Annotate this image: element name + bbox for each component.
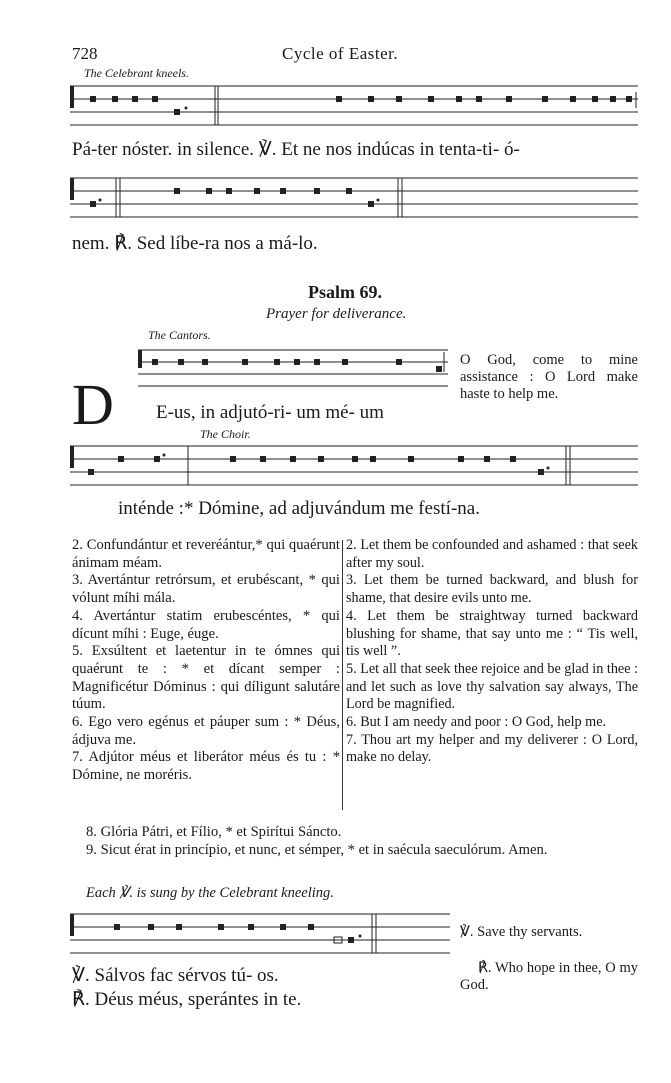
psalm-subtitle: Prayer for deliverance.	[266, 306, 407, 322]
latin-verse: 4. Avertántur statim erubescéntes, * qui dícunt míhi : Euge, éuge.	[72, 607, 340, 642]
closing-lyric-r: ℟. Déus méus, sperántes in te.	[72, 989, 302, 1010]
incipit-translation: O God, come to mine assistance : O Lord make haste to help me.	[460, 352, 638, 402]
drop-cap: D	[72, 372, 114, 437]
closing-translation-v: ℣. Save thy servants.	[460, 924, 583, 940]
psalm-incipit: E-us, in adjutó-ri- um mé- um	[156, 402, 384, 423]
cantors-rubric: The Cantors.	[148, 328, 211, 342]
running-title: Cycle of Easter.	[282, 44, 399, 63]
chant-staff-2	[70, 170, 638, 222]
page-number: 728	[72, 44, 98, 63]
closing-translation-r: ℟. Who hope in thee, O my God.	[460, 960, 638, 993]
english-verse: 3. Let them be turned backward, and blush for shame, that desire evils unto me.	[346, 572, 638, 607]
psalm-title: Psalm 69.	[308, 282, 382, 302]
latin-verse: 2. Confundántur et reveréántur,* qui quaérunt ánimam méam.	[72, 537, 340, 571]
choir-rubric: The Choir.	[200, 427, 251, 441]
chant-staff-3	[138, 344, 448, 390]
english-verse: 7. Thou art my helper and my deliverer : O Lord, make no delay.	[346, 731, 638, 766]
chant-staff-4	[70, 440, 638, 490]
english-verse: 2. Let them be confounded and ashamed : that seek after my soul.	[346, 537, 638, 571]
english-verse: 6. But I am needy and poor : O God, help me.	[346, 714, 607, 731]
doxology-verse: 8. Glória Pátri, et Fílio, * et Spirítui Sáncto.	[86, 824, 342, 840]
doxology-verse: 9. Sicut érat in princípio, et nunc, et sémper, * et in saécula saeculórum. Amen.	[86, 841, 548, 858]
latin-verse: 7. Adjútor méus et liberátor méus és tu : * Dómine, ne moréris.	[72, 749, 340, 784]
doxology	[72, 824, 638, 859]
closing-lyric-v: ℣. Sálvos fac sérvos tú- os.	[72, 965, 279, 986]
english-verse: 4. Let them be straightway turned backward blushing for shame, that say unto me : “ Tis well, tis well ”.	[346, 607, 638, 660]
pater-lyric-line-2: nem. ℟. Sed líbe-ra nos a má-lo.	[72, 233, 318, 254]
choir-lyric: inténde :* Dómine, ad adjuvándum me festí-na.	[118, 498, 480, 519]
english-verses	[346, 537, 638, 767]
celebrant-rubric: The Celebrant kneels.	[84, 66, 189, 80]
latin-verses	[72, 537, 340, 785]
latin-verse: 5. Exsúltent et laetentur in te ómnes qui quaérunt te : * et dícant semper : Magnificétur Dóminus : qui díligunt salutáre túum.	[72, 643, 340, 713]
column-divider	[342, 540, 343, 810]
pater-lyric-line-1: Pá-ter nóster. in silence. ℣. Et ne nos indúcas in tenta-ti- ó-	[72, 139, 520, 160]
latin-verse: 6. Ego vero egénus et páuper sum : * Déus, ádjuva me.	[72, 714, 340, 748]
english-verse: 5. Let all that seek thee rejoice and be glad in thee : and let such as love thy salvation say always, The Lord be magnified.	[346, 660, 638, 713]
chant-staff-1	[70, 80, 638, 132]
latin-verse: 3. Avertántur retrórsum, et erubéscant, * qui vólunt míhi mála.	[72, 572, 340, 607]
chant-staff-5	[70, 908, 446, 960]
closing-rubric: Each ℣. is sung by the Celebrant kneeling.	[86, 885, 334, 901]
